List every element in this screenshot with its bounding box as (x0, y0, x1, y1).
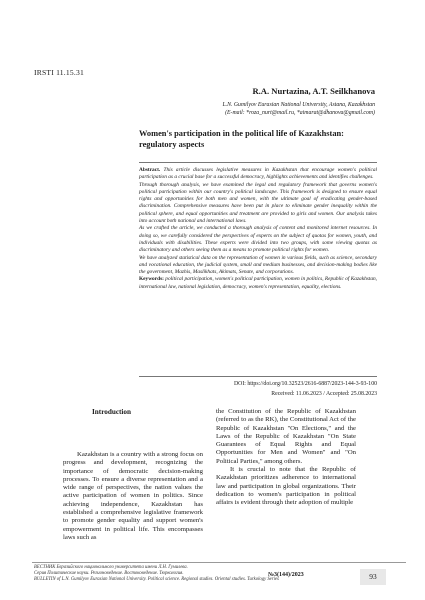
footer-line-3: BULLETIN of L.N. Gumilyov Eurasian National University. Political science. Regional studies. Oriental studies. Turkology Series (34, 577, 279, 582)
issue-number: №3(144)/2023 (268, 572, 304, 578)
title-line-1: Women's participation in the political life of Kazakhstan: (139, 129, 344, 138)
abstract-paragraph-2: Through thorough analysis, we have examined the legal and regulatory framework that governs women's political participation within our country's political landscape. This framework is designed to ensure equal rights and opportunities for both men and women, with the ultimate goal of eradicating gender-based discrimination. Comprehensive measures have been put in place to eliminate gender inequality within the political sphere, and equal opportunities and treatment are provided to girls and women. Our analysis takes into account both national and international laws. (139, 181, 377, 225)
abstract-paragraph-4: We have analyzed statistical data on the representation of women in various fields, such as science, secondary and vocational education, the judicial system, small and medium businesses, and decision-making bodies like the government, Mazhis, Maslikhats, Akimats, Senate, and corporations. (139, 254, 377, 276)
abstract-label: Abstract. (139, 167, 161, 173)
author-affiliation (115, 101, 375, 117)
irsti-code: IRSTI 11.15.31 (34, 68, 84, 77)
keywords-label: Keywords: (139, 276, 164, 283)
title-line-2: regulatory aspects (139, 139, 205, 149)
page-number: 93 (360, 569, 386, 585)
article-title (139, 129, 379, 150)
footer-line-2: Серия Политические науки. Регионоведение. Востоковедение. Тюркология. (34, 571, 184, 576)
body-column-right (216, 408, 356, 508)
affiliation-email: (E-mail: *roza_nurt@mail.ru, *aimarat@dhanova@gmail.com) (225, 110, 375, 116)
keywords-paragraph (139, 276, 377, 291)
abstract-paragraph-3: As we crafted the article, we conducted a thorough analysis of content and monitored internet resources. In doing so, we carefully considered the perspectives of experts on the subject of quotas for women, youth, and individuals with disabilities. These experts were divided into two groups, with some viewing quotas as discriminatory and others seeing them as a means to promote political rights for women. (139, 225, 377, 254)
doi-link[interactable]: DOI: https://doi.org/10.32523/2616-6887/2023-144-3-93-100 (233, 381, 377, 387)
received-accepted-dates: Received: 11.06.2023 / Accepted: 25.08.2023 (271, 391, 377, 397)
footer-line-1: ВЕСТНИК Евразийского национального университета имени Л.Н. Гумилева. (34, 565, 188, 570)
abstract-top-rule (139, 162, 377, 163)
journal-footer (34, 565, 404, 583)
abstract-paragraph-1 (139, 167, 377, 182)
footer-rule (32, 562, 406, 563)
introduction-heading: Introduction (92, 408, 132, 416)
abstract-block (139, 167, 377, 291)
abstract-text-1: This article discusses legislative measures in Kazakhstan that encourage women's political participation as a crucial base for a successful democracy, highlights achievements and identifies challenges. (139, 167, 377, 181)
abstract-bottom-rule (139, 376, 377, 377)
keywords-text: political participation, women's political participation, women in politics, Republic of Kazakhstan, international law, national legislation, democracy, women's representation, equality, elections. (139, 276, 377, 290)
body-right-paragraph-2: It is crucial to note that the Republic of Kazakhstan prioritizes adherence to international law and participation in global organizations. Their dedication to women's participation in political affairs is evident through their adoption of multiple (216, 466, 356, 507)
body-column-left: Kazakhstan is a country with a strong focus on progress and development, recognizing the importance of democratic decision-making processes. To ensure a diverse representation and a wide range of perspectives, the nation values the active participation of women in politics. Since achieving independence, Kazakhstan has established a comprehensive legislative framework to promote gender equality and support women's empowerment in political life. This encompasses laws such as (63, 451, 203, 541)
author-names: R.A. Nurtazina, A.T. Seilkhanova (252, 86, 375, 96)
body-right-paragraph-1: the Constitution of the Republic of Kazakhstan (referred to as the RK), the Constitutional Act of the Republic of Kazakhstan "On Elections," and the Laws of the Republic of Kazakhstan "On State Guarantees of Equal Rights and Equal Opportunities for Men and Women" and "On Political Parties," among others. (216, 408, 356, 465)
affiliation-institution: L.N. Gumilyov Eurasian National University, Astana, Kazakhstan (222, 102, 375, 108)
